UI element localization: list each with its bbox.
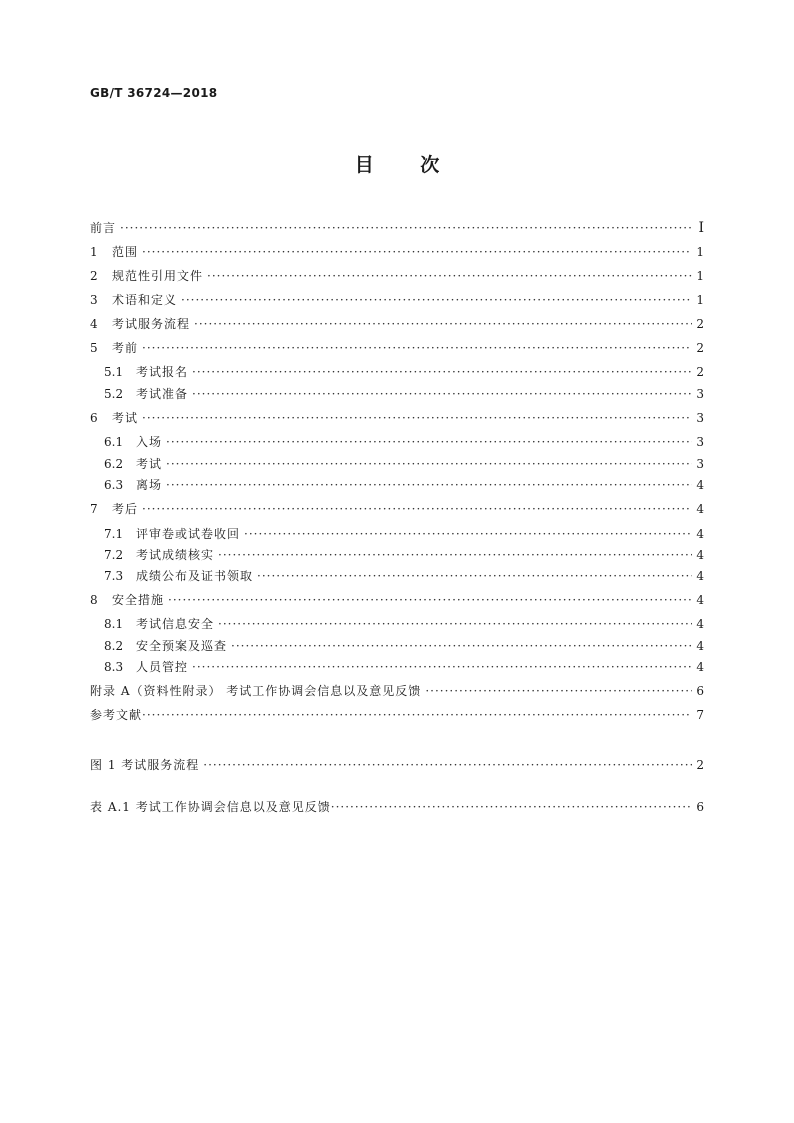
toc-label: 离场 bbox=[136, 478, 163, 492]
toc-number: 6.2 bbox=[104, 457, 124, 471]
toc-page: 2 bbox=[696, 365, 704, 379]
toc-label: 规范性引用文件 bbox=[112, 269, 204, 283]
toc-page: 4 bbox=[696, 660, 704, 674]
dot-leader bbox=[192, 657, 692, 677]
toc-entry-2[interactable] bbox=[90, 266, 704, 286]
toc-page: 4 bbox=[696, 639, 704, 653]
toc-page: 4 bbox=[696, 527, 704, 541]
toc-number: 7.1 bbox=[104, 527, 124, 541]
dot-leader bbox=[192, 384, 692, 404]
toc-entry-5[interactable] bbox=[90, 338, 704, 358]
toc-number: 8.3 bbox=[104, 660, 124, 674]
toc-page: 4 bbox=[696, 617, 704, 631]
dot-leader bbox=[142, 338, 692, 358]
dot-leader bbox=[181, 290, 692, 310]
toc-page: 1 bbox=[696, 269, 704, 283]
dot-leader bbox=[218, 614, 692, 634]
dot-leader bbox=[331, 797, 692, 817]
dot-leader bbox=[192, 362, 692, 382]
toc-number: 5 bbox=[90, 341, 98, 355]
toc-entry-6-2[interactable] bbox=[90, 454, 704, 474]
toc-label: 人员管控 bbox=[136, 660, 189, 674]
toc-number: 7.3 bbox=[104, 569, 124, 583]
toc-entry-8[interactable] bbox=[90, 590, 704, 610]
toc-number: 4 bbox=[90, 317, 98, 331]
toc-label: 入场 bbox=[136, 435, 163, 449]
toc-entry-6-1[interactable] bbox=[90, 432, 704, 452]
toc-label: 安全预案及巡查 bbox=[136, 639, 228, 653]
toc-entry-references[interactable] bbox=[90, 705, 704, 725]
toc-label: 考试服务流程 bbox=[112, 317, 191, 331]
dot-leader bbox=[194, 314, 692, 334]
toc-entry-table-a1[interactable] bbox=[90, 797, 704, 817]
dot-leader bbox=[142, 242, 692, 262]
toc-entry-7-2[interactable] bbox=[90, 545, 704, 565]
toc-number: 6.1 bbox=[104, 435, 124, 449]
dot-leader bbox=[244, 524, 692, 544]
toc-number: 1 bbox=[90, 245, 98, 259]
toc-label: 评审卷或试卷收回 bbox=[136, 527, 241, 541]
toc-entry-8-1[interactable] bbox=[90, 614, 704, 634]
dot-leader bbox=[142, 705, 692, 725]
toc-entry-6-3[interactable] bbox=[90, 475, 704, 495]
toc-entry-6[interactable] bbox=[90, 408, 704, 428]
toc-label: 成绩公布及证书领取 bbox=[136, 569, 254, 583]
toc-page: 4 bbox=[696, 548, 704, 562]
dot-leader bbox=[168, 590, 692, 610]
toc-number: 3 bbox=[90, 293, 98, 307]
toc-label: 附录 A（资料性附录） 考试工作协调会信息以及意见反馈 bbox=[90, 684, 422, 698]
toc-label: 范围 bbox=[112, 245, 139, 259]
toc-label: 考试信息安全 bbox=[136, 617, 215, 631]
toc-label: 考试 bbox=[112, 411, 139, 425]
toc-entry-5-1[interactable] bbox=[90, 362, 704, 382]
toc-number: 5.2 bbox=[104, 387, 124, 401]
toc-page: 4 bbox=[696, 569, 704, 583]
dot-leader bbox=[203, 755, 692, 775]
toc-number: 7 bbox=[90, 502, 98, 516]
dot-leader bbox=[166, 432, 692, 452]
toc-label: 考前 bbox=[112, 341, 139, 355]
toc-label: 安全措施 bbox=[112, 593, 165, 607]
dot-leader bbox=[166, 475, 692, 495]
toc-entry-7[interactable] bbox=[90, 499, 704, 519]
toc-label: 术语和定义 bbox=[112, 293, 178, 307]
toc-page: 3 bbox=[696, 387, 704, 401]
toc-label: 考试 bbox=[136, 457, 163, 471]
toc-entry-8-2[interactable] bbox=[90, 636, 704, 656]
toc-entry-8-3[interactable] bbox=[90, 657, 704, 677]
dot-leader bbox=[142, 408, 692, 428]
toc-label: 考试准备 bbox=[136, 387, 189, 401]
toc-label: 考试报名 bbox=[136, 365, 189, 379]
dot-leader bbox=[207, 266, 692, 286]
toc-page: 2 bbox=[696, 317, 704, 331]
standard-code: GB/T 36724—2018 bbox=[90, 86, 218, 100]
toc-page: 2 bbox=[696, 341, 704, 355]
toc-page: 2 bbox=[696, 758, 704, 772]
toc-number: 8.1 bbox=[104, 617, 124, 631]
toc-page: 3 bbox=[696, 457, 704, 471]
toc-label: 参考文献 bbox=[90, 708, 143, 722]
toc-page: 3 bbox=[696, 435, 704, 449]
dot-leader bbox=[257, 566, 692, 586]
toc-entry-3[interactable] bbox=[90, 290, 704, 310]
toc-label: 表 A.1 考试工作协调会信息以及意见反馈 bbox=[90, 800, 331, 814]
toc-entry-7-1[interactable] bbox=[90, 524, 704, 544]
toc-page: 4 bbox=[696, 478, 704, 492]
toc-entry-7-3[interactable] bbox=[90, 566, 704, 586]
toc-page: 4 bbox=[696, 593, 704, 607]
dot-leader bbox=[166, 454, 692, 474]
dot-leader bbox=[142, 499, 692, 519]
dot-leader bbox=[425, 681, 692, 701]
toc-page: Ⅰ bbox=[698, 220, 704, 236]
toc-label: 考试成绩核实 bbox=[136, 548, 215, 562]
toc-entry-1[interactable] bbox=[90, 242, 704, 262]
toc-entry-4[interactable] bbox=[90, 314, 704, 334]
toc-page: 6 bbox=[696, 684, 704, 698]
toc-label: 考后 bbox=[112, 502, 139, 516]
toc-label: 前言 bbox=[90, 221, 117, 235]
toc-page: 6 bbox=[696, 800, 704, 814]
page-title: 目 次 bbox=[354, 154, 440, 176]
toc-page: 7 bbox=[696, 708, 704, 722]
toc-number: 8.2 bbox=[104, 639, 124, 653]
toc-page: 1 bbox=[696, 293, 704, 307]
toc-page: 1 bbox=[696, 245, 704, 259]
toc-number: 2 bbox=[90, 269, 98, 283]
toc-page: 4 bbox=[696, 502, 704, 516]
toc-number: 6 bbox=[90, 411, 98, 425]
toc-entry-figure-1[interactable] bbox=[90, 755, 704, 775]
dot-leader bbox=[218, 545, 692, 565]
toc-entry-5-2[interactable] bbox=[90, 384, 704, 404]
toc-entry-appendix-a[interactable] bbox=[90, 681, 704, 701]
dot-leader bbox=[120, 218, 692, 238]
toc-number: 8 bbox=[90, 593, 98, 607]
toc-entry-preface[interactable] bbox=[90, 218, 704, 238]
dot-leader bbox=[231, 636, 692, 656]
toc-number: 7.2 bbox=[104, 548, 124, 562]
toc-page: 3 bbox=[696, 411, 704, 425]
toc-number: 6.3 bbox=[104, 478, 124, 492]
toc-label: 图 1 考试服务流程 bbox=[90, 758, 200, 772]
toc-number: 5.1 bbox=[104, 365, 124, 379]
